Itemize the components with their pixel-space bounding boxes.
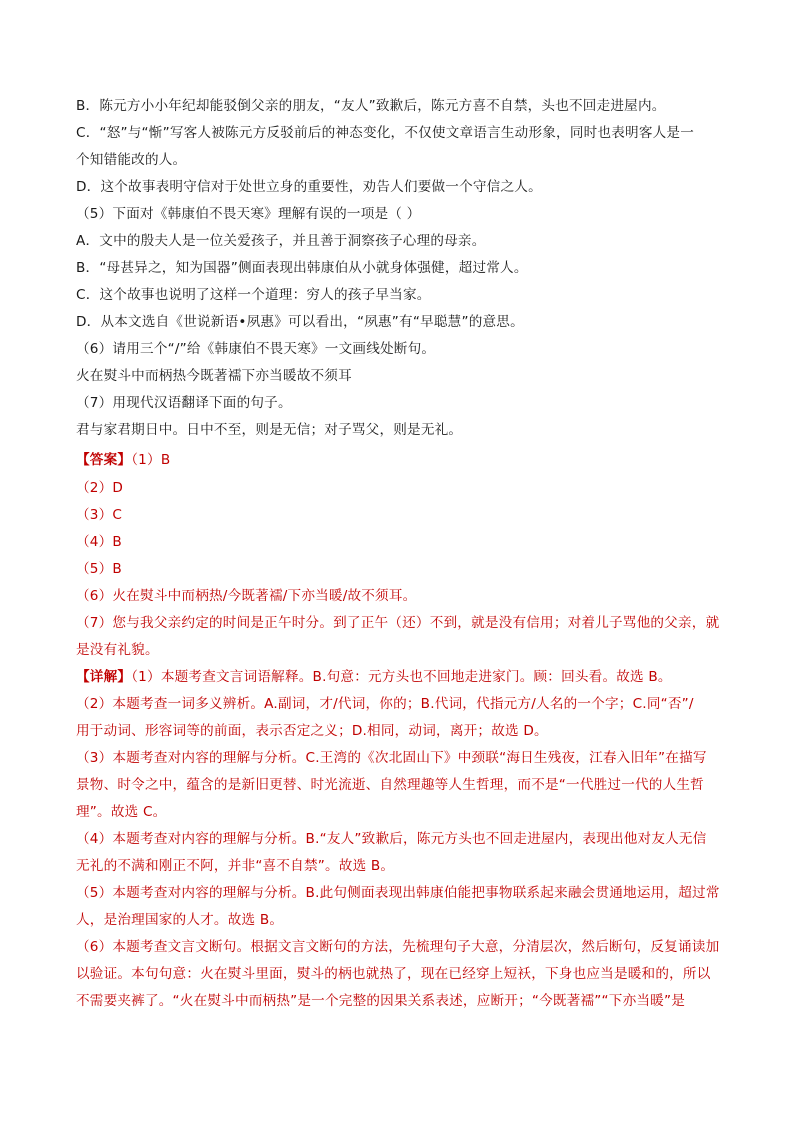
line-text: 是没有礼貌。 [76,642,159,658]
line-text: （3）C [76,507,123,523]
text-line [76,748,726,768]
line-text: 不需要夹裤了。“火在熨斗中而柄热”是一个完整的因果关系表述，应断开；“今既著襦”“下亦当暖”是 [76,993,685,1009]
line-text: 景物、时令之中，蕴含的是新旧更替、时光流逝、自然理趣等人生哲理，而不是“一代胜过一代的人生哲 [76,777,704,793]
line-text: 君与家君期日中。日中不至，则是无信；对子骂父，则是无礼。 [76,422,463,438]
text-line [76,312,726,332]
line-text: C．“怒”与“惭”写客人被陈元方反驳前后的神态变化，不仅使文章语言生动形象，同时也表明客人是一 [76,125,694,141]
text-line [76,856,726,876]
text-line [76,505,726,525]
text-line [76,694,726,714]
line-text: 个知错能改的人。 [76,152,187,168]
text-line [76,177,726,197]
text-line [76,721,726,741]
section-tag: 【详解】 [76,669,132,685]
text-line [76,366,726,386]
line-text: 火在熨斗中而柄热今既著襦下亦当暖故不须耳 [76,368,352,384]
text-line [76,150,726,170]
text-line [76,285,726,305]
line-text: D．这个故事表明守信对于处世立身的重要性，劝告人们要做一个守信之人。 [76,179,542,195]
line-text: 人，是治理国家的人才。故选 B。 [76,912,284,928]
text-line [76,964,726,984]
line-text: （4）本题考查对内容的理解与分析。B.“友人”致歉后，陈元方头也不回走进屋内，表现出他对友人无信 [76,831,707,847]
line-text: （7）您与我父亲约定的时间是正午时分。到了正午（还）不到，就是没有信用；对着儿子骂他的父亲，就 [76,615,720,631]
line-text: （1）本题考查文言词语解释。B.句意：元方头也不回地走进家门。顾：回头看。故选 B。 [131,669,672,685]
line-text: （5）下面对《韩康伯不畏天寒》理解有误的一项是（ ） [76,206,421,222]
text-line [76,640,726,660]
text-line [76,937,726,957]
line-text: （5）本题考查对内容的理解与分析。B.此句侧面表现出韩康伯能把事物联系起来融会贯通地运用，超过常 [76,885,720,901]
text-line [76,532,726,552]
line-text: （6）火在熨斗中而柄热/今既著襦/下亦当暖/故不须耳。 [76,588,417,604]
line-text: （6）请用三个“/”给《韩康伯不畏天寒》一文画线处断句。 [76,341,436,357]
line-text: （5）B [76,561,122,577]
line-text: 理”。故选 C。 [76,804,167,820]
text-line [76,667,726,687]
line-text: （3）本题考查对内容的理解与分析。C.王湾的《次北固山下》中颈联“海日生残夜，江春入旧年”在描写 [76,750,707,766]
text-line [76,123,726,143]
text-line [76,559,726,579]
line-text: A．文中的殷夫人是一位关爱孩子，并且善于洞察孩子心理的母亲。 [76,233,486,249]
line-text: 以验证。本句句意：火在熨斗里面，熨斗的柄也就热了，现在已经穿上短袄，下身也应当是暖和的，所以 [76,966,711,982]
text-line [76,96,726,116]
text-line [76,829,726,849]
text-line [76,420,726,440]
text-line [76,204,726,224]
text-line [76,478,726,498]
line-text: （6）本题考查文言文断句。根据文言文断句的方法，先梳理句子大意，分清层次，然后断句，反复诵读加 [76,939,720,955]
text-line [76,450,726,470]
text-line [76,883,726,903]
line-text: （2）本题考查一词多义辨析。A.副词，才/代词，你的；B.代词，代指元方/人名的一个字；C.同“否”/ [76,696,694,712]
line-text: （4）B [76,534,122,550]
text-line [76,231,726,251]
text-line [76,775,726,795]
text-line [76,802,726,822]
line-text: 用于动词、形容词等的前面，表示否定之义；D.相同，动词，离开；故选 D。 [76,723,548,739]
text-line [76,258,726,278]
line-text: （1）B [131,452,171,468]
line-text: 无礼的不满和刚正不阿，并非“喜不自禁”。故选 B。 [76,858,395,874]
section-tag: 【答案】 [76,452,132,468]
line-text: C．这个故事也说明了这样一个道理：穷人的孩子早当家。 [76,287,431,303]
text-line [76,910,726,930]
text-line [76,393,726,413]
text-line [76,991,726,1011]
text-line [76,586,726,606]
line-text: D．从本文选自《世说新语•夙惠》可以看出，“夙惠”有“早聪慧”的意思。 [76,314,524,330]
text-line [76,613,726,633]
line-text: B．陈元方小小年纪却能驳倒父亲的朋友，“友人”致歉后，陈元方喜不自禁，头也不回走进屋内。 [76,98,666,114]
line-text: B．“母甚异之，知为国器”侧面表现出韩康伯从小就身体强健，超过常人。 [76,260,528,276]
line-text: （2）D [76,480,124,496]
text-line [76,339,726,359]
line-text: （7）用现代汉语翻译下面的句子。 [76,395,292,411]
